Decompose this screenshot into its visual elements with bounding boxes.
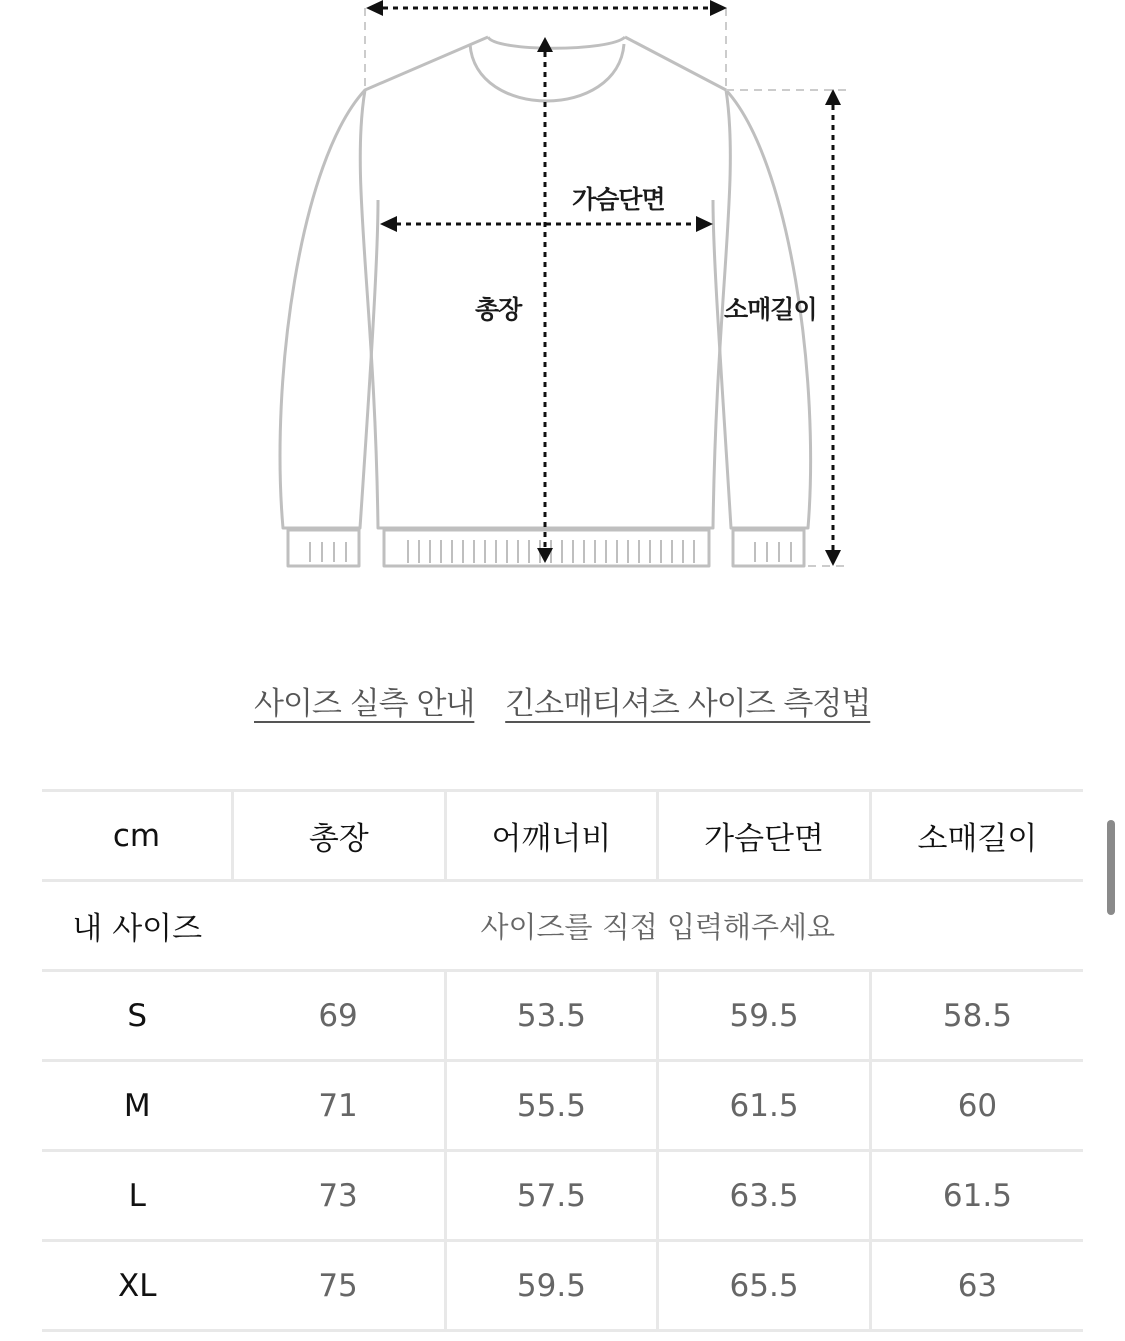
table-cell: 61.5 xyxy=(870,1151,1083,1241)
my-size-label: 내 사이즈 xyxy=(42,881,233,971)
table-row xyxy=(42,1241,1083,1331)
sleeve-length-header: 소매길이 xyxy=(870,791,1083,881)
table-cell: 63 xyxy=(870,1241,1083,1331)
my-size-row xyxy=(42,881,1083,971)
total-length-header: 총장 xyxy=(233,791,446,881)
chest-width-label: 가슴단면 xyxy=(572,185,665,214)
sweatshirt-illustration xyxy=(0,0,1125,620)
size-label: XL xyxy=(42,1241,233,1331)
table-cell: 63.5 xyxy=(658,1151,871,1241)
sleeve-length-label: 소매길이 xyxy=(724,295,817,324)
size-label: L xyxy=(42,1151,233,1241)
unit-header: cm xyxy=(42,791,233,881)
size-label: S xyxy=(42,971,233,1061)
table-row xyxy=(42,1151,1083,1241)
table-cell: 73 xyxy=(233,1151,446,1241)
chest-width-header: 가슴단면 xyxy=(658,791,871,881)
table-cell: 59.5 xyxy=(445,1241,658,1331)
table-cell: 55.5 xyxy=(445,1061,658,1151)
size-table xyxy=(42,789,1083,1332)
table-cell: 61.5 xyxy=(658,1061,871,1151)
table-cell: 75 xyxy=(233,1241,446,1331)
total-length-label: 총장 xyxy=(475,295,522,324)
table-cell: 53.5 xyxy=(445,971,658,1061)
table-cell: 58.5 xyxy=(870,971,1083,1061)
size-label: M xyxy=(42,1061,233,1151)
table-header-row xyxy=(42,791,1083,881)
size-diagram xyxy=(0,0,1125,620)
table-cell: 59.5 xyxy=(658,971,871,1061)
scrollbar-thumb[interactable] xyxy=(1107,820,1115,915)
table-cell: 71 xyxy=(233,1061,446,1151)
table-cell: 57.5 xyxy=(445,1151,658,1241)
table-row xyxy=(42,1061,1083,1151)
table-row xyxy=(42,971,1083,1061)
shoulder-width-header: 어깨너비 xyxy=(445,791,658,881)
my-size-input[interactable]: 사이즈를 직접 입력해주세요 xyxy=(233,881,1084,971)
table-cell: 65.5 xyxy=(658,1241,871,1331)
measure-method-link[interactable]: 긴소매티셔츠 사이즈 측정법 xyxy=(505,686,871,722)
size-links xyxy=(254,678,870,723)
table-cell: 69 xyxy=(233,971,446,1061)
table-cell: 60 xyxy=(870,1061,1083,1151)
size-guide-link[interactable]: 사이즈 실측 안내 xyxy=(254,686,475,722)
